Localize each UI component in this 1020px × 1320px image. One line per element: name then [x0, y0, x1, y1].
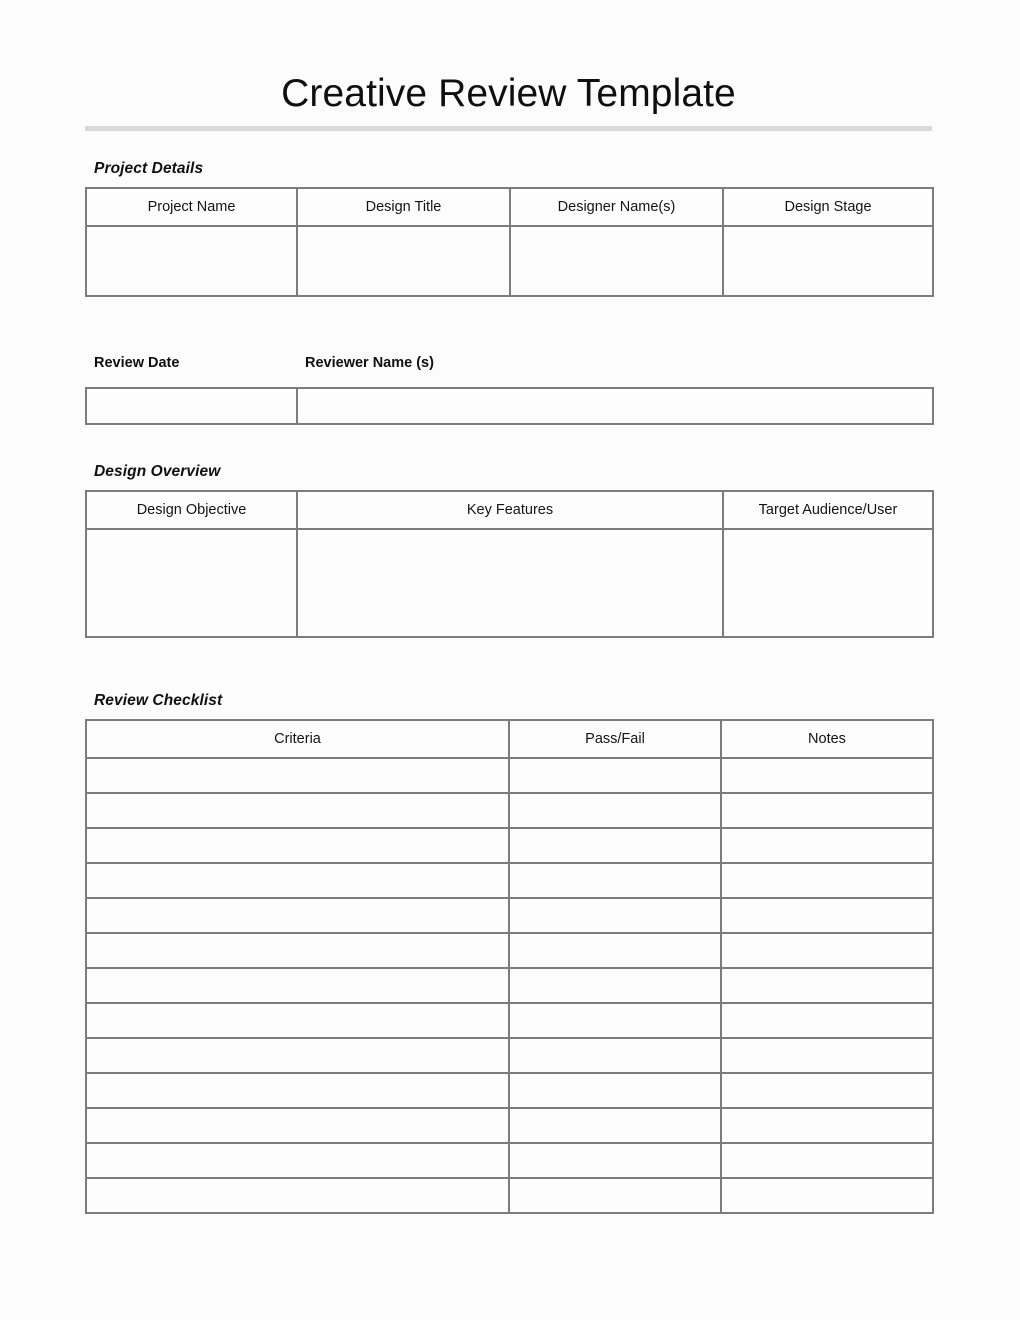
cell-criteria[interactable]	[86, 828, 509, 863]
cell-criteria[interactable]	[86, 1108, 509, 1143]
table-header-row	[86, 720, 933, 758]
table-row	[86, 933, 933, 968]
cell-pass-fail[interactable]	[509, 1143, 721, 1178]
cell-notes[interactable]	[721, 968, 933, 1003]
cell-notes[interactable]	[721, 793, 933, 828]
table-row	[86, 828, 933, 863]
cell-notes[interactable]	[721, 758, 933, 793]
column-header-target-audience-user: Target Audience/User	[723, 491, 933, 529]
cell-pass-fail[interactable]	[509, 1073, 721, 1108]
cell-notes[interactable]	[721, 1108, 933, 1143]
column-header-design-title: Design Title	[297, 188, 510, 226]
cell-pass-fail[interactable]	[509, 863, 721, 898]
label-review-date: Review Date	[94, 355, 180, 371]
section-design-overview	[85, 463, 932, 638]
cell-designer-names[interactable]	[510, 226, 723, 296]
table-row	[86, 388, 933, 424]
column-header-design-objective: Design Objective	[86, 491, 297, 529]
cell-review-date[interactable]	[86, 388, 297, 424]
cell-target-audience-user[interactable]	[723, 529, 933, 637]
cell-notes[interactable]	[721, 933, 933, 968]
column-header-designer-names: Designer Name(s)	[510, 188, 723, 226]
table-row	[86, 226, 933, 296]
cell-design-objective[interactable]	[86, 529, 297, 637]
table-row	[86, 1178, 933, 1213]
table-row	[86, 1108, 933, 1143]
cell-pass-fail[interactable]	[509, 758, 721, 793]
cell-notes[interactable]	[721, 863, 933, 898]
cell-pass-fail[interactable]	[509, 1003, 721, 1038]
section-heading-review-checklist: Review Checklist	[94, 692, 223, 709]
cell-criteria[interactable]	[86, 968, 509, 1003]
table-header-row	[86, 491, 933, 529]
table-row	[86, 1073, 933, 1108]
cell-notes[interactable]	[721, 1038, 933, 1073]
review-checklist-table	[85, 719, 934, 1214]
cell-reviewer-name[interactable]	[297, 388, 933, 424]
table-row	[86, 793, 933, 828]
column-header-criteria: Criteria	[86, 720, 509, 758]
section-project-details	[85, 160, 932, 297]
cell-key-features[interactable]	[297, 529, 723, 637]
cell-notes[interactable]	[721, 828, 933, 863]
cell-notes[interactable]	[721, 898, 933, 933]
cell-pass-fail[interactable]	[509, 1108, 721, 1143]
column-header-notes: Notes	[721, 720, 933, 758]
cell-pass-fail[interactable]	[509, 898, 721, 933]
cell-pass-fail[interactable]	[509, 1178, 721, 1213]
cell-criteria[interactable]	[86, 1003, 509, 1038]
table-row	[86, 1038, 933, 1073]
label-reviewer-name: Reviewer Name (s)	[305, 355, 434, 371]
cell-notes[interactable]	[721, 1073, 933, 1108]
table-row	[86, 758, 933, 793]
section-heading-project-details: Project Details	[94, 160, 204, 177]
cell-criteria[interactable]	[86, 898, 509, 933]
review-meta-table	[85, 387, 934, 425]
section-review-meta	[85, 355, 932, 425]
cell-criteria[interactable]	[86, 1143, 509, 1178]
cell-pass-fail[interactable]	[509, 1038, 721, 1073]
cell-pass-fail[interactable]	[509, 933, 721, 968]
cell-project-name[interactable]	[86, 226, 297, 296]
cell-criteria[interactable]	[86, 793, 509, 828]
cell-notes[interactable]	[721, 1003, 933, 1038]
column-header-project-name: Project Name	[86, 188, 297, 226]
project-details-table	[85, 187, 934, 297]
cell-notes[interactable]	[721, 1143, 933, 1178]
cell-pass-fail[interactable]	[509, 793, 721, 828]
table-header-row	[86, 188, 933, 226]
cell-design-stage[interactable]	[723, 226, 933, 296]
table-row	[86, 529, 933, 637]
cell-notes[interactable]	[721, 1178, 933, 1213]
table-row	[86, 968, 933, 1003]
table-row	[86, 1143, 933, 1178]
review-meta-labels	[85, 355, 932, 377]
cell-criteria[interactable]	[86, 1178, 509, 1213]
column-header-key-features: Key Features	[297, 491, 723, 529]
cell-criteria[interactable]	[86, 1073, 509, 1108]
cell-pass-fail[interactable]	[509, 968, 721, 1003]
column-header-design-stage: Design Stage	[723, 188, 933, 226]
cell-pass-fail[interactable]	[509, 828, 721, 863]
design-overview-table	[85, 490, 934, 638]
cell-criteria[interactable]	[86, 1038, 509, 1073]
column-header-pass-fail: Pass/Fail	[509, 720, 721, 758]
cell-criteria[interactable]	[86, 933, 509, 968]
review-checklist-body	[86, 758, 933, 1213]
title-divider	[85, 126, 932, 131]
section-heading-design-overview: Design Overview	[94, 463, 221, 480]
table-row	[86, 898, 933, 933]
table-row	[86, 863, 933, 898]
cell-criteria[interactable]	[86, 863, 509, 898]
section-review-checklist	[85, 692, 932, 1214]
cell-criteria[interactable]	[86, 758, 509, 793]
table-row	[86, 1003, 933, 1038]
cell-design-title[interactable]	[297, 226, 510, 296]
page-title: Creative Review Template	[281, 72, 736, 115]
